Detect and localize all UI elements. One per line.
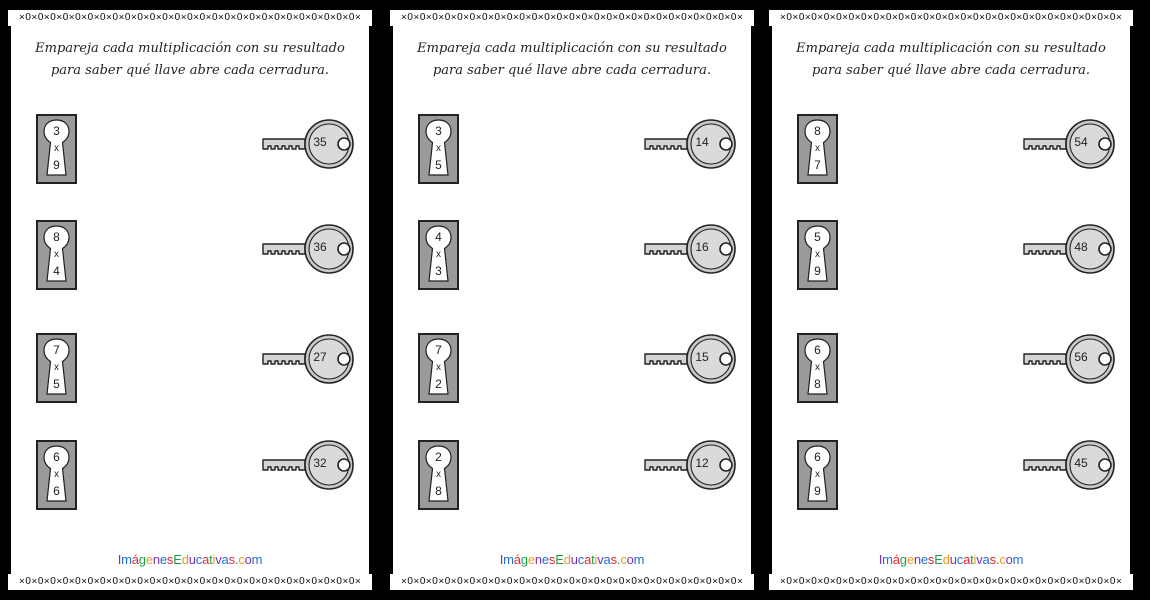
keyhole-lock[interactable] bbox=[36, 114, 77, 184]
factor-b: 4 bbox=[53, 264, 60, 278]
brand-letter: s bbox=[989, 552, 996, 567]
brand-letter: d bbox=[181, 552, 189, 567]
factor-a: 2 bbox=[435, 450, 442, 464]
instructions-line-1: Empareja cada multiplicación con su resultado bbox=[796, 41, 1106, 56]
multiply-sign: x bbox=[436, 362, 441, 373]
brand-letter: t bbox=[970, 552, 974, 567]
factor-a: 3 bbox=[435, 124, 442, 138]
worksheet-2 bbox=[390, 10, 754, 590]
key-result-value: 54 bbox=[1074, 135, 1088, 149]
factor-a: 8 bbox=[814, 124, 821, 138]
multiply-sign: x bbox=[436, 469, 441, 480]
answer-key[interactable] bbox=[261, 223, 357, 275]
brand-letter: E bbox=[555, 552, 564, 567]
brand-letter: a bbox=[982, 552, 990, 567]
brand-letter: m bbox=[882, 552, 893, 567]
brand-letter: g bbox=[899, 552, 907, 567]
brand-letter: i bbox=[973, 552, 977, 567]
multiply-sign: x bbox=[815, 469, 820, 480]
instructions-line-1: Empareja cada multiplicación con su resultado bbox=[417, 41, 727, 56]
brand-letter: c bbox=[577, 552, 585, 567]
decorative-border-top: ×O×O×O×O×O×O×O×O×O×O×O×O×O×O×O×O×O×O×O×O×O×O×O×O×O×O×O× bbox=[400, 12, 744, 23]
keyhole-lock[interactable] bbox=[418, 440, 459, 510]
keyhole-lock[interactable] bbox=[36, 220, 77, 290]
brand-letter: s bbox=[927, 552, 935, 567]
decorative-border-bottom: ×O×O×O×O×O×O×O×O×O×O×O×O×O×O×O×O×O×O×O×O×O×O×O×O×O×O×O× bbox=[779, 576, 1123, 587]
key-result-value: 12 bbox=[695, 456, 709, 470]
brand-letter: c bbox=[195, 552, 203, 567]
multiply-sign: x bbox=[54, 249, 59, 260]
brand-letter: a bbox=[584, 552, 592, 567]
brand-letter: m bbox=[633, 552, 645, 567]
answer-key[interactable] bbox=[643, 333, 739, 385]
factor-b: 8 bbox=[435, 484, 442, 498]
answer-key[interactable] bbox=[261, 333, 357, 385]
brand-letter: m bbox=[251, 552, 263, 567]
brand-letter: a bbox=[963, 552, 971, 567]
brand-letter: e bbox=[906, 552, 914, 567]
brand-letter: . bbox=[234, 552, 239, 567]
key-result-value: 27 bbox=[313, 350, 327, 364]
worksheet-3 bbox=[769, 10, 1133, 590]
multiply-sign: x bbox=[815, 362, 820, 373]
frame-line-right bbox=[1130, 26, 1133, 574]
brand-logo bbox=[390, 552, 754, 567]
instructions-line-2: para saber qué llave abre cada cerradura. bbox=[432, 63, 711, 78]
instructions-text bbox=[779, 38, 1123, 82]
factor-b: 8 bbox=[814, 377, 821, 391]
factor-b: 9 bbox=[814, 264, 821, 278]
brand-letter: c bbox=[238, 552, 245, 567]
brand-letter: E bbox=[934, 552, 943, 567]
brand-letter: v bbox=[597, 552, 604, 567]
factor-a: 6 bbox=[814, 450, 821, 464]
keyhole-lock[interactable] bbox=[418, 220, 459, 290]
factor-b: 2 bbox=[435, 377, 442, 391]
keyhole-lock[interactable] bbox=[797, 114, 838, 184]
decorative-border-bottom: ×O×O×O×O×O×O×O×O×O×O×O×O×O×O×O×O×O×O×O×O×O×O×O×O×O×O×O× bbox=[18, 576, 362, 587]
brand-letter: s bbox=[166, 552, 174, 567]
answer-key[interactable] bbox=[643, 223, 739, 275]
decorative-border-top: ×O×O×O×O×O×O×O×O×O×O×O×O×O×O×O×O×O×O×O×O×O×O×O×O×O×O×O× bbox=[779, 12, 1123, 23]
brand-letter: i bbox=[212, 552, 216, 567]
answer-key[interactable] bbox=[643, 439, 739, 491]
frame-line-left bbox=[769, 26, 772, 574]
instructions-line-2: para saber qué llave abre cada cerradura. bbox=[811, 63, 1090, 78]
keyhole-lock[interactable] bbox=[36, 440, 77, 510]
brand-letter: e bbox=[527, 552, 535, 567]
instructions-text bbox=[18, 38, 362, 82]
brand-letter: o bbox=[1005, 552, 1013, 567]
decorative-border-top: ×O×O×O×O×O×O×O×O×O×O×O×O×O×O×O×O×O×O×O×O×O×O×O×O×O×O×O× bbox=[18, 12, 362, 23]
answer-key[interactable] bbox=[1022, 118, 1118, 170]
factor-b: 9 bbox=[53, 158, 60, 172]
brand-letter: m bbox=[503, 552, 514, 567]
brand-letter: s bbox=[548, 552, 556, 567]
factor-a: 6 bbox=[814, 343, 821, 357]
factor-a: 7 bbox=[53, 343, 60, 357]
multiply-sign: x bbox=[436, 143, 441, 154]
keyhole-lock[interactable] bbox=[418, 114, 459, 184]
multiply-sign: x bbox=[815, 249, 820, 260]
brand-letter: a bbox=[221, 552, 229, 567]
multiply-sign: x bbox=[436, 249, 441, 260]
brand-letter: á bbox=[131, 552, 139, 567]
factor-a: 6 bbox=[53, 450, 60, 464]
brand-logo bbox=[769, 552, 1133, 567]
factor-a: 5 bbox=[814, 230, 821, 244]
frame-line-right bbox=[751, 26, 754, 574]
brand-letter: t bbox=[591, 552, 595, 567]
key-result-value: 16 bbox=[695, 240, 709, 254]
brand-letter: i bbox=[594, 552, 598, 567]
keyhole-lock[interactable] bbox=[36, 333, 77, 403]
brand-letter: . bbox=[995, 552, 1000, 567]
brand-letter: . bbox=[616, 552, 621, 567]
multiply-sign: x bbox=[54, 362, 59, 373]
brand-letter: t bbox=[209, 552, 213, 567]
brand-letter: e bbox=[920, 552, 928, 567]
factor-b: 7 bbox=[814, 158, 821, 172]
brand-letter: n bbox=[913, 552, 921, 567]
brand-letter: u bbox=[949, 552, 957, 567]
brand-letter: á bbox=[513, 552, 521, 567]
brand-letter: o bbox=[244, 552, 252, 567]
brand-letter: e bbox=[145, 552, 153, 567]
keyhole-lock[interactable] bbox=[797, 333, 838, 403]
factor-a: 3 bbox=[53, 124, 60, 138]
instructions-text bbox=[400, 38, 744, 82]
brand-logo bbox=[8, 552, 372, 567]
multiply-sign: x bbox=[54, 143, 59, 154]
instructions-line-2: para saber qué llave abre cada cerradura. bbox=[50, 63, 329, 78]
key-result-value: 48 bbox=[1074, 240, 1088, 254]
brand-letter: s bbox=[228, 552, 235, 567]
instructions-line-1: Empareja cada multiplicación con su resultado bbox=[35, 41, 345, 56]
keyhole-lock[interactable] bbox=[797, 440, 838, 510]
brand-letter: m bbox=[121, 552, 132, 567]
key-result-value: 14 bbox=[695, 135, 709, 149]
brand-letter: d bbox=[942, 552, 950, 567]
factor-b: 6 bbox=[53, 484, 60, 498]
answer-key[interactable] bbox=[261, 439, 357, 491]
brand-letter: I bbox=[499, 552, 504, 567]
brand-letter: n bbox=[534, 552, 542, 567]
brand-letter: s bbox=[610, 552, 617, 567]
brand-letter: e bbox=[541, 552, 549, 567]
factor-b: 5 bbox=[53, 377, 60, 391]
brand-letter: a bbox=[202, 552, 210, 567]
brand-letter: g bbox=[138, 552, 146, 567]
brand-letter: e bbox=[159, 552, 167, 567]
brand-letter: I bbox=[878, 552, 883, 567]
answer-key[interactable] bbox=[1022, 333, 1118, 385]
key-result-value: 36 bbox=[313, 240, 327, 254]
decorative-border-bottom: ×O×O×O×O×O×O×O×O×O×O×O×O×O×O×O×O×O×O×O×O×O×O×O×O×O×O×O× bbox=[400, 576, 744, 587]
frame-line-left bbox=[8, 26, 11, 574]
key-result-value: 56 bbox=[1074, 350, 1088, 364]
brand-letter: á bbox=[892, 552, 900, 567]
brand-letter: a bbox=[603, 552, 611, 567]
brand-letter: m bbox=[1012, 552, 1024, 567]
multiply-sign: x bbox=[815, 143, 820, 154]
worksheet-1 bbox=[8, 10, 372, 590]
factor-a: 8 bbox=[53, 230, 60, 244]
answer-key[interactable] bbox=[261, 118, 357, 170]
brand-letter: d bbox=[563, 552, 571, 567]
brand-letter: E bbox=[173, 552, 182, 567]
factor-b: 5 bbox=[435, 158, 442, 172]
brand-letter: c bbox=[620, 552, 627, 567]
keyhole-lock[interactable] bbox=[418, 333, 459, 403]
brand-letter: c bbox=[956, 552, 964, 567]
brand-letter: v bbox=[976, 552, 983, 567]
key-result-value: 35 bbox=[313, 135, 327, 149]
answer-key[interactable] bbox=[643, 118, 739, 170]
brand-letter: c bbox=[999, 552, 1006, 567]
brand-letter: n bbox=[152, 552, 160, 567]
brand-letter: u bbox=[570, 552, 578, 567]
frame-line-left bbox=[390, 26, 393, 574]
keyhole-lock[interactable] bbox=[797, 220, 838, 290]
key-result-value: 15 bbox=[695, 350, 709, 364]
key-result-value: 32 bbox=[313, 456, 327, 470]
brand-letter: o bbox=[626, 552, 634, 567]
brand-letter: u bbox=[188, 552, 196, 567]
brand-letter: g bbox=[520, 552, 528, 567]
brand-letter: I bbox=[117, 552, 122, 567]
brand-letter: v bbox=[215, 552, 222, 567]
answer-key[interactable] bbox=[1022, 223, 1118, 275]
multiply-sign: x bbox=[54, 469, 59, 480]
key-result-value: 45 bbox=[1074, 456, 1088, 470]
factor-b: 9 bbox=[814, 484, 821, 498]
answer-key[interactable] bbox=[1022, 439, 1118, 491]
factor-b: 3 bbox=[435, 264, 442, 278]
factor-a: 4 bbox=[435, 230, 442, 244]
factor-a: 7 bbox=[435, 343, 442, 357]
frame-line-right bbox=[369, 26, 372, 574]
